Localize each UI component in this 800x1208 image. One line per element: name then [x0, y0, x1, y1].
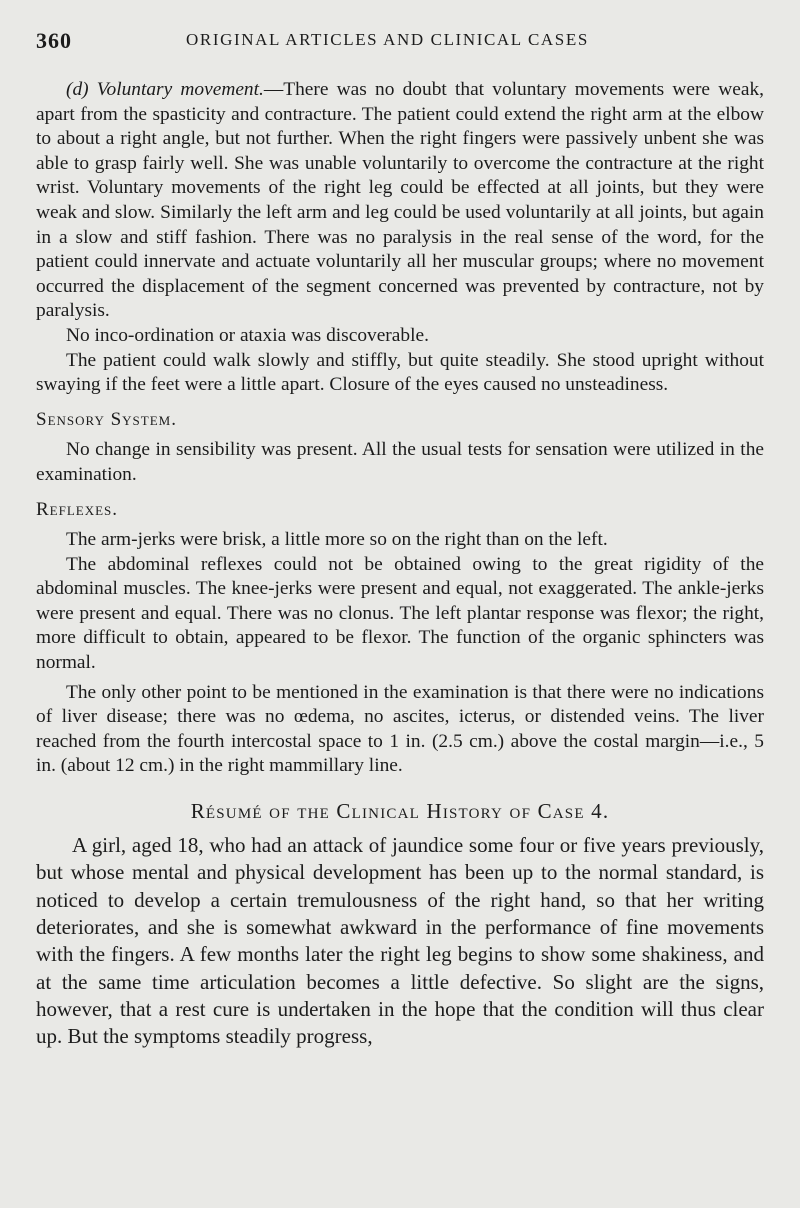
voluntary-movement-label: (d) Voluntary movement. — [66, 79, 264, 100]
sensory-paragraph: No change in sensibility was present. All the usual tests for sensation were utilized in the examination. — [36, 439, 764, 485]
walking-paragraph: The patient could walk slowly and stiffly, but quite steadily. She stood upright without swaying if the feet were a little apart. Closure of the eyes caused no unsteadiness. — [36, 349, 764, 396]
resume-paragraph: A girl, aged 18, who had an attack of jaundice some four or five years previously, but whose mental and physical development has been up to the normal standard, is noticed to develop a certain tremulousness of the right hand, so that her writing deteriorates, and she is somewhat awkward in the performance of fine movements with the fingers. A few months later the right leg begins to show some shakiness, and at the same time articulation becomes a little defective. So slight are the signs, however, that a rest cure is undertaken in the hope that the condition will thus clear up. But the symptoms steadily progress, — [36, 833, 764, 1049]
liver-paragraph: The only other point to be mentioned in the examination is that there were no indications of liver disease; there was no œdema, no ascites, icterus, or distended veins. The liver reached from the fourth intercostal space to 1 in. (2.5 cm.) above the costal margin—i.e., 5 in. (about 12 cm.) in the right mammillary line. — [36, 681, 764, 777]
resume-title: Résumé of the Clinical History of Case 4. — [190, 799, 610, 824]
page-number: 360 — [36, 28, 72, 53]
abdominal-reflexes-paragraph: The abdominal reflexes could not be obtained owing to the great rigidity of the abdominal muscles. The knee-jerks were present and equal, not exaggerated. The ankle-jerks were present and equal. There was no clonus. The left plantar response was flexor; the right, more difficult to obtain, appeared to be flexor. The function of the organic sphincters was normal. — [36, 553, 764, 674]
body-text — [36, 78, 764, 779]
arm-jerks-paragraph: The arm-jerks were brisk, a little more so on the right than on the left. — [66, 529, 608, 551]
running-head: ORIGINAL ARTICLES AND CLINICAL CASES — [186, 30, 589, 49]
page-header — [36, 28, 764, 58]
sensory-system-heading: Sensory System. — [36, 408, 177, 430]
incoordination-paragraph: No inco-ordination or ataxia was discoverable. — [66, 324, 429, 346]
voluntary-movement-text: —There was no doubt that voluntary movements were weak, apart from the spasticity and contracture. The patient could extend the right arm at the elbow to about a right angle, but not further. When the right fingers were passively unbent she was able to grasp fairly well. She was unable voluntarily to overcome the contracture at the right wrist. Voluntary movements of the right leg could be effected at all joints, but they were weak and slow. Similarly the left arm and leg could be used voluntarily at all joints, but again in a slow and stiff fashion. There was no paralysis in the real sense of the word, for the patient could innervate and actuate voluntarily all her muscular groups; where no movement occurred the displacement of the segment concerned was prevented by contracture, not by paralysis. — [36, 79, 764, 322]
reflexes-heading: Reflexes. — [36, 498, 119, 520]
voluntary-movement-paragraph — [36, 78, 764, 324]
resume-text-block — [36, 832, 764, 1050]
